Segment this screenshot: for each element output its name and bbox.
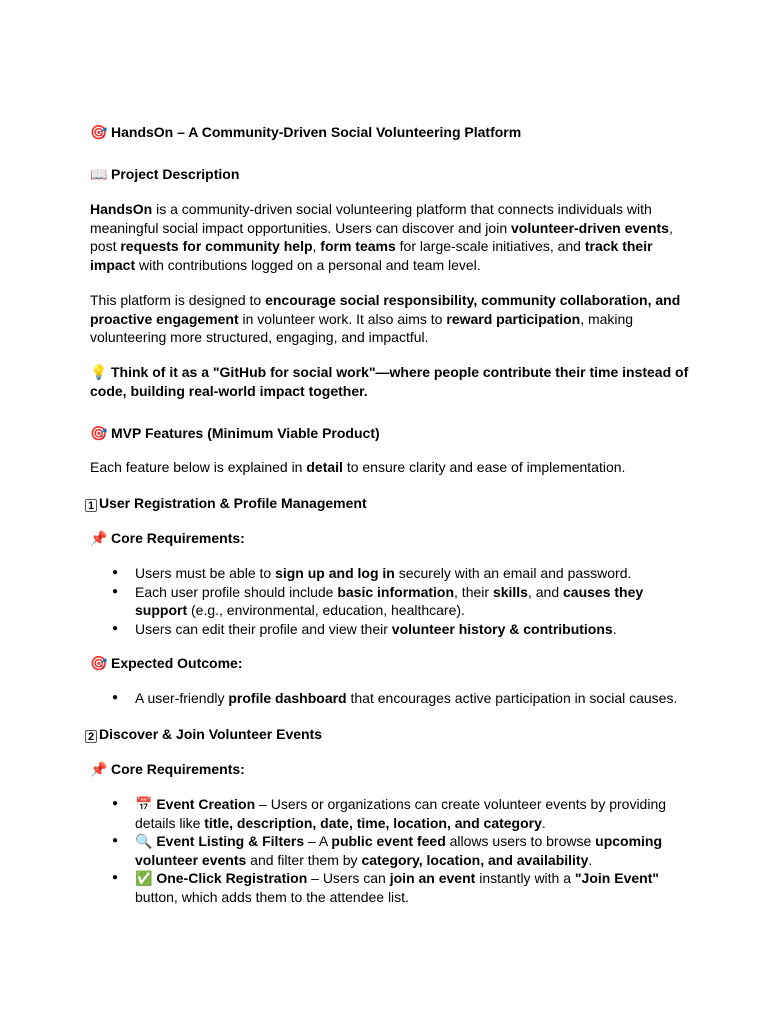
feature-2-requirements-list bbox=[90, 795, 690, 907]
text-run: Each feature below is explained in bbox=[90, 459, 307, 475]
bold-text: HandsOn bbox=[90, 201, 153, 217]
feature-1-heading: 1 User Registration & Profile Management bbox=[90, 494, 690, 513]
target-icon: 🎯 bbox=[90, 425, 108, 441]
bold-text: category, location, and availability bbox=[361, 851, 589, 868]
text-run: with contributions logged on a personal and team level. bbox=[135, 256, 481, 273]
bold-text: reward participation bbox=[446, 310, 581, 327]
bold-text: form teams bbox=[320, 238, 396, 255]
bold-text: basic information bbox=[337, 583, 455, 600]
text-run: . bbox=[612, 620, 617, 637]
text-run: , their bbox=[454, 583, 493, 600]
text-run: . bbox=[588, 851, 593, 868]
bold-text: Event Listing & Filters bbox=[156, 833, 305, 850]
text-run: allows users to browse bbox=[445, 833, 596, 850]
project-description-paragraph-1 bbox=[90, 200, 690, 274]
bold-text: One-Click Registration bbox=[156, 870, 308, 887]
text-run: to ensure clarity and ease of implementation. bbox=[342, 459, 626, 475]
text-run: – Users can bbox=[307, 870, 390, 887]
list-item bbox=[90, 832, 690, 869]
document-title: 🎯 HandsOn – A Community-Driven Social Volunteering Platform bbox=[90, 124, 522, 140]
list-item bbox=[90, 583, 690, 620]
book-icon: 📖 bbox=[90, 166, 108, 182]
list-item bbox=[90, 564, 690, 583]
text-run: – Users or organizations can create volunteer events by providing details like bbox=[135, 796, 667, 831]
bold-text: volunteer-driven events bbox=[511, 219, 669, 236]
text-run: . bbox=[541, 814, 546, 831]
text-run: Users can edit their profile and view their bbox=[135, 620, 392, 637]
bold-text: profile dashboard bbox=[228, 690, 347, 706]
text-run: instantly with a bbox=[475, 870, 575, 887]
bold-text: title, description, date, time, location, and category bbox=[204, 814, 542, 831]
bold-text: volunteer history & contributions bbox=[391, 620, 613, 637]
mvp-features-heading: 🎯 MVP Features (Minimum Viable Product) bbox=[90, 425, 380, 441]
feature-2-requirements-heading: 📌 Core Requirements: bbox=[90, 761, 245, 777]
text-run: is a community-driven social volunteering platform that connects individuals with meaningful social impact opportunities. Users can discover and join bbox=[90, 201, 652, 236]
feature-2-heading: 2 Discover & Join Volunteer Events bbox=[90, 725, 690, 744]
bold-text: skills bbox=[492, 583, 528, 600]
list-item bbox=[90, 689, 690, 708]
list-item bbox=[90, 795, 690, 832]
bold-text: Event Creation bbox=[156, 796, 256, 812]
text-run: Each user profile should include bbox=[135, 583, 338, 600]
text-run: button, which adds them to the attendee list. bbox=[135, 888, 409, 905]
target-icon: 🎯 bbox=[90, 124, 108, 140]
bold-text: causes they support bbox=[135, 583, 644, 619]
text-run: A user-friendly bbox=[135, 690, 229, 706]
pushpin-icon: 📌 bbox=[90, 761, 108, 777]
text-run: securely with an email and password. bbox=[394, 565, 632, 581]
text-run: (e.g., environmental, education, healthcare). bbox=[187, 602, 465, 619]
target-icon: 🎯 bbox=[90, 655, 108, 671]
pushpin-icon: 📌 bbox=[90, 530, 108, 546]
bold-text: public event feed bbox=[331, 833, 446, 850]
check-mark-icon: ✅ bbox=[135, 870, 157, 887]
magnifier-icon: 🔍 bbox=[135, 833, 157, 850]
project-description-heading: 📖 Project Description bbox=[90, 166, 240, 182]
bold-text: sign up and log in bbox=[275, 565, 395, 581]
text-run: Users must be able to bbox=[135, 565, 276, 581]
calendar-icon: 📅 bbox=[135, 796, 157, 812]
project-description-paragraph-2 bbox=[90, 291, 690, 347]
bold-text: upcoming volunteer events bbox=[135, 833, 663, 868]
text-run: , bbox=[312, 238, 321, 255]
text-run: , post bbox=[90, 219, 673, 255]
tip-callout: 💡 Think of it as a "GitHub for social work"—where people contribute their time instead of code, building real-world impact together. bbox=[90, 364, 689, 399]
mvp-intro bbox=[90, 458, 690, 477]
list-item bbox=[90, 869, 690, 906]
keycap-2-icon: 2 bbox=[85, 730, 97, 743]
feature-1-requirements-heading: 📌 Core Requirements: bbox=[90, 530, 245, 546]
bold-text: encourage social responsibility, community collaboration, and proactive engagement bbox=[90, 292, 681, 327]
text-run: , and bbox=[527, 583, 563, 600]
text-run: This platform is designed to bbox=[90, 292, 266, 308]
bold-text: track their impact bbox=[90, 238, 653, 273]
bold-text: requests for community help bbox=[120, 238, 313, 255]
text-run: in volunteer work. It also aims to bbox=[238, 310, 447, 327]
bold-text: detail bbox=[306, 459, 343, 475]
feature-1-requirements-list bbox=[90, 564, 690, 638]
bold-text: join an event bbox=[389, 870, 476, 887]
list-item bbox=[90, 620, 690, 639]
text-run: that encourages active participation in social causes. bbox=[346, 690, 678, 706]
bold-text: "Join Event" bbox=[574, 870, 659, 887]
text-run: , making volunteering more structured, engaging, and impactful. bbox=[90, 310, 634, 346]
feature-1-outcome-heading: 🎯 Expected Outcome: bbox=[90, 655, 243, 671]
text-run: for large-scale initiatives, and bbox=[395, 238, 585, 255]
keycap-1-icon: 1 bbox=[85, 499, 97, 512]
text-run: and filter them by bbox=[246, 851, 362, 868]
lightbulb-icon: 💡 bbox=[90, 364, 108, 380]
text-run: – A bbox=[304, 833, 332, 850]
feature-1-outcome-list bbox=[90, 689, 690, 708]
